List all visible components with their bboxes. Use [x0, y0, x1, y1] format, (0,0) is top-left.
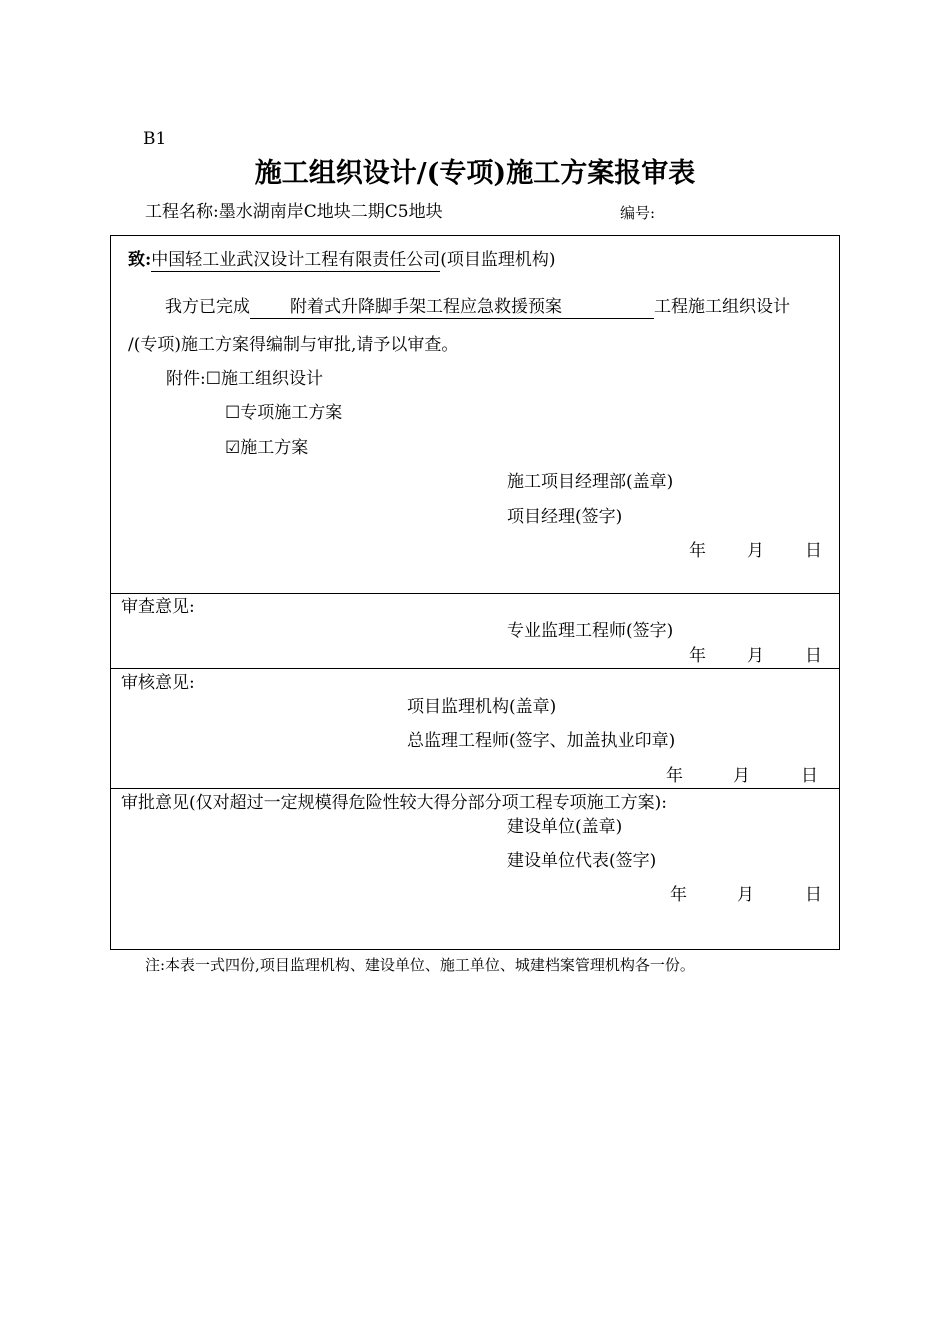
date-day: 日: [805, 541, 822, 561]
project-name-value: 墨水湖南岸C地块二期C5地块: [218, 202, 443, 222]
date-month: 月: [737, 885, 754, 905]
body-start: 我方已完成: [165, 297, 250, 317]
body-line-2: /(专项)施工方案得编制与审批,请予以审查。: [128, 335, 459, 355]
attachment-label: 附件:: [166, 369, 206, 389]
review-label: 审查意见:: [121, 597, 195, 617]
addressee-row: [128, 249, 556, 272]
audit-sign-dept: 项目监理机构(盖章): [407, 697, 557, 717]
approve-sign-dept: 建设单位(盖章): [507, 817, 623, 837]
date-month: 月: [747, 646, 764, 666]
doc-code: B1: [143, 129, 167, 149]
number-label: 编号:: [620, 204, 656, 222]
approve-sign-person: 建设单位代表(签字): [507, 851, 657, 871]
date-day: 日: [805, 885, 822, 905]
project-name-row: [145, 201, 443, 223]
footnote: 注:本表一式四份,项目监理机构、建设单位、施工单位、城建档案管理机构各一份。: [145, 956, 695, 974]
date-year: 年: [689, 541, 706, 561]
audit-sign-person: 总监理工程师(签字、加盖执业印章): [407, 731, 676, 751]
attachment-option-1[interactable]: [166, 368, 323, 390]
date-year: 年: [666, 766, 683, 786]
attachment-option-3[interactable]: [225, 437, 308, 459]
date-year: 年: [689, 646, 706, 666]
checkbox-checked-icon[interactable]: ☑: [225, 438, 241, 458]
body-end: 工程施工组织设计: [654, 297, 790, 317]
project-name-label: 工程名称:: [145, 202, 219, 222]
attachment-option-2[interactable]: [225, 402, 342, 424]
divider-approve: [110, 788, 840, 789]
checkbox-empty-icon[interactable]: ☐: [225, 403, 241, 423]
addressee-company: 中国轻工业武汉设计工程有限责任公司: [151, 250, 441, 270]
sign-person: 项目经理(签字): [507, 507, 623, 527]
approve-label: 审批意见(仅对超过一定规模得危险性较大得分部分项工程专项施工方案):: [121, 793, 667, 813]
divider-audit: [110, 668, 840, 669]
review-sign-person: 专业监理工程师(签字): [507, 621, 674, 641]
date-month: 月: [747, 541, 764, 561]
date-month: 月: [733, 766, 750, 786]
date-year: 年: [670, 885, 687, 905]
option-label: 专项施工方案: [240, 403, 343, 423]
date-day: 日: [801, 766, 818, 786]
plan-name: 附着式升降脚手架工程应急救援预案: [250, 296, 654, 319]
page-title: 施工组织设计/(专项)施工方案报审表: [254, 158, 696, 189]
checkbox-empty-icon[interactable]: ☐: [205, 369, 221, 389]
addressee-prefix: 致:: [128, 250, 152, 270]
divider-review: [110, 593, 840, 594]
sign-dept: 施工项目经理部(盖章): [507, 472, 674, 492]
date-day: 日: [805, 646, 822, 666]
audit-label: 审核意见:: [121, 673, 195, 693]
option-label: 施工组织设计: [220, 369, 323, 389]
option-label: 施工方案: [240, 438, 309, 458]
addressee-suffix: (项目监理机构): [440, 250, 556, 270]
body-line-1: [165, 296, 790, 319]
